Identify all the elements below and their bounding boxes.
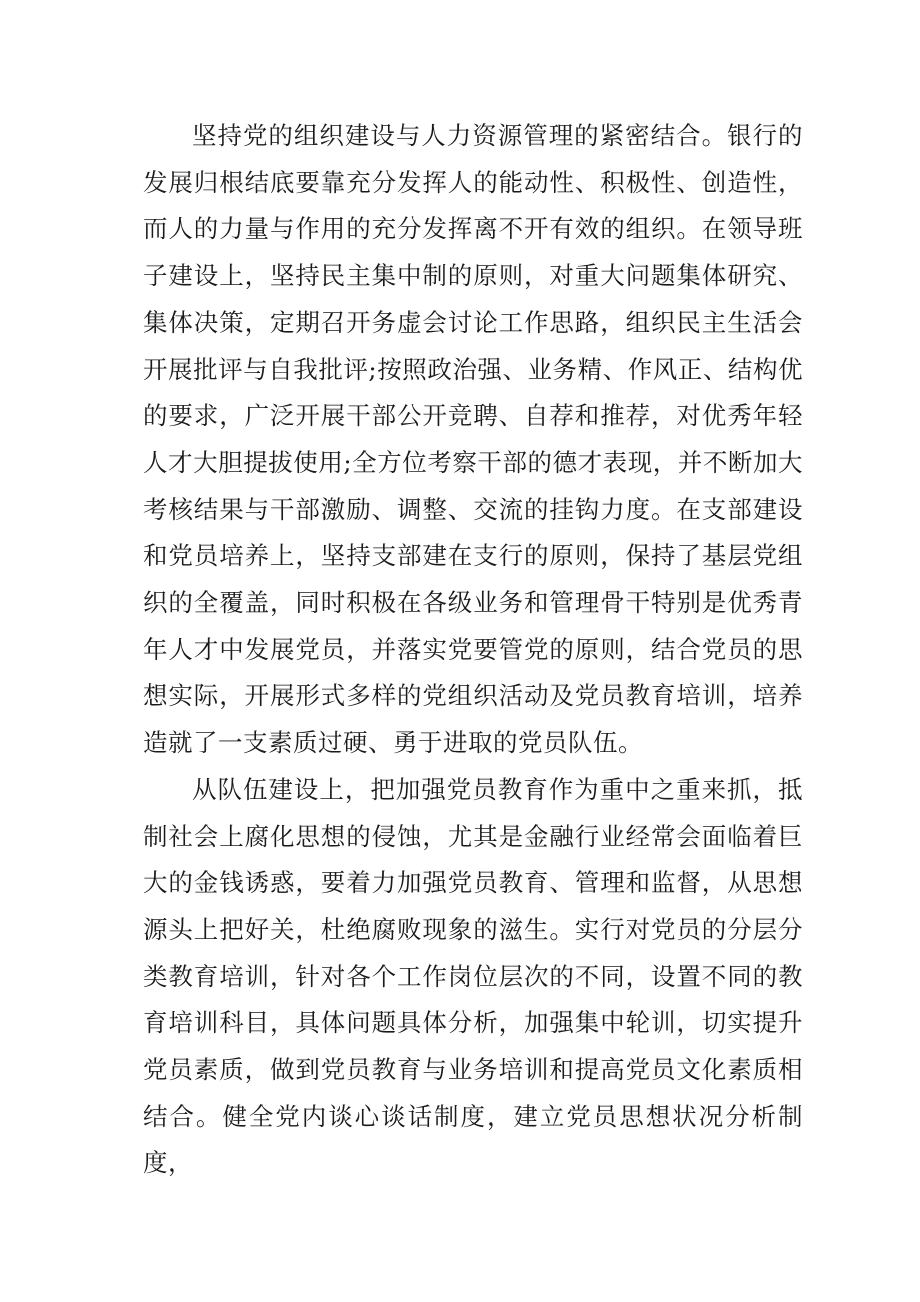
document-body <box>143 113 803 1187</box>
paragraph-team-building: 从队伍建设上，把加强党员教育作为重中之重来抓，抵制社会上腐化思想的侵蚀，尤其是金融行业经常会面临着巨大的金钱诱惑，要着力加强党员教育、管理和监督，从思想源头上把好关，杜绝腐败现象的滋生。实行对党员的分层分类教育培训，针对各个工作岗位层次的不同，设置不同的教育培训科目，具体问题具体分析，加强集中轮训，切实提升党员素质，做到党员教育与业务培训和提高党员文化素质相结合。健全党内谈心谈话制度，建立党员思想状况分析制度， <box>143 774 803 1178</box>
paragraph-party-organization: 坚持党的组织建设与人力资源管理的紧密结合。银行的发展归根结底要靠充分发挥人的能动性、积极性、创造性，而人的力量与作用的充分发挥离不开有效的组织。在领导班子建设上，坚持民主集中制的原则，对重大问题集体研究、集体决策，定期召开务虚会讨论工作思路，组织民主生活会开展批评与自我批评;按照政治强、业务精、作风正、结构优的要求，广泛开展干部公开竞聘、自荐和推荐，对优秀年轻人才大胆提拔使用;全方位考察干部的德才表现，并不断加大考核结果与干部激励、调整、交流的挂钩力度。在支部建设和党员培养上，坚持支部建在支行的原则，保持了基层党组织的全覆盖，同时积极在各级业务和管理骨干特别是优秀青年人才中发展党员，并落实党要管党的原则，结合党员的思想实际，开展形式多样的党组织活动及党员教育培训，培养造就了一支素质过硬、勇于进取的党员队伍。 <box>143 121 803 758</box>
